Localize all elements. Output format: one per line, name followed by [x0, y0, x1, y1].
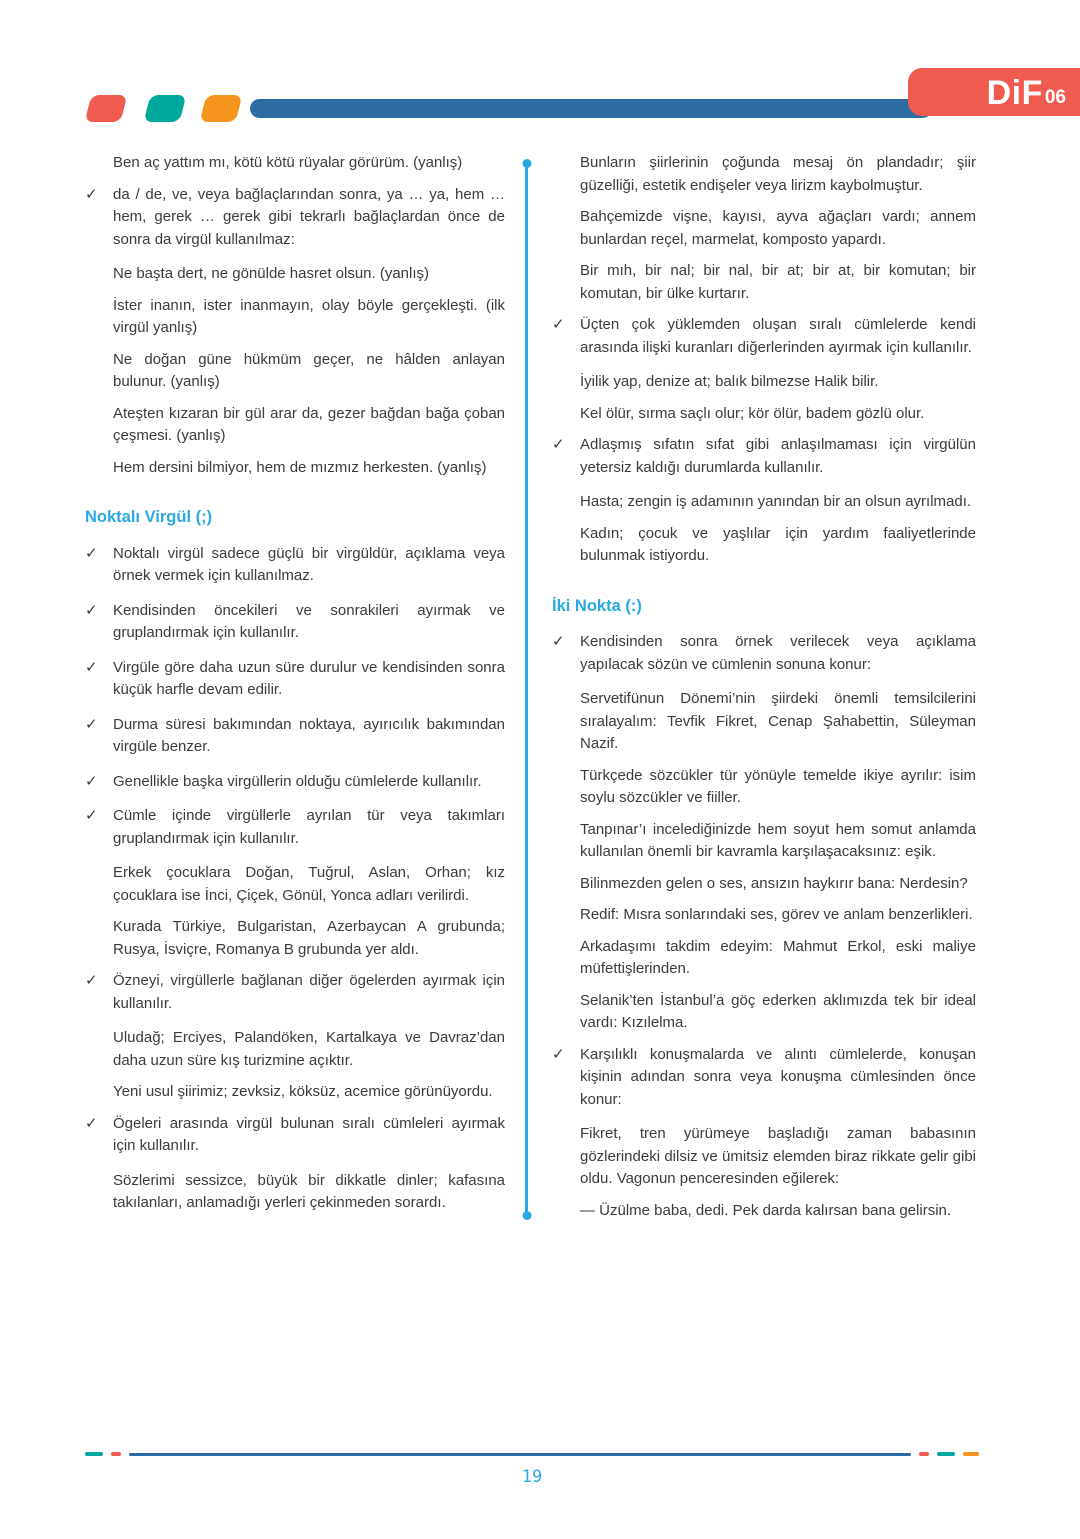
- deco-shape-teal-icon: [144, 95, 187, 122]
- rule-text: Noktalı virgül sadece güçlü bir virgüldür, açıklama veya örnek vermek için kullanılmaz.: [113, 544, 505, 584]
- example-text: Ne doğan güne hükmüm geçer, ne hâlden anlayan bulunur. (yanlış): [113, 350, 505, 390]
- example-text: Uludağ; Erciyes, Palandöken, Kartalkaya ve Davraz’dan daha uzun süre kış turizmine açıktır.: [113, 1029, 505, 1069]
- rule-text: Cümle içinde virgüllerle ayrılan tür veya takımları gruplandırmak için kullanılır.: [113, 807, 505, 847]
- rule-item: [85, 600, 505, 645]
- check-icon: ✓: [85, 601, 98, 619]
- rule-item: [552, 314, 976, 359]
- example-text: Erkek çocuklara Doğan, Tuğrul, Aslan, Orhan; kız çocuklara ise İnci, Çiçek, Gönül, Yonca adları verilirdi.: [113, 864, 505, 904]
- example-text: Bir mıh, bir nal; bir nal, bir at; bir at, bir komutan; bir komutan, bir ülke kurtarır.: [580, 262, 976, 302]
- logo-number: 06: [1044, 87, 1066, 109]
- logo-text: DiF: [986, 74, 1043, 112]
- left-column: [85, 152, 505, 1231]
- example-text: Kel ölür, sırma saçlı olur; kör ölür, badem gözlü olur.: [580, 404, 925, 422]
- example-text: Arkadaşımı takdim edeyim: Mahmut Erkol, eski maliye müfettişlerinden.: [580, 937, 976, 977]
- example-text: Fikret, tren yürümeye başladığı zaman babasının gözlerindeki dilsiz ve ümitsiz elemden biraz rikkate gelir gibi oldu. Vagonun penceresinden eğilerek:: [580, 1125, 976, 1187]
- example-text: Servetifünun Dönemi’nin şiirdeki önemli temsilcilerini sıralayalım: Tevfik Fikret, Cenap Şahabettin, Süleyman Nazif.: [580, 690, 976, 752]
- rule-text: Virgüle göre daha uzun süre durulur ve kendisinden sonra küçük harfle devam edilir.: [113, 658, 505, 698]
- check-icon: ✓: [552, 633, 565, 650]
- check-icon: ✓: [85, 1114, 98, 1132]
- check-icon: ✓: [552, 316, 565, 333]
- rule-text: Özneyi, virgüllerle bağlanan diğer ögelerden ayırmak için kullanılır.: [113, 972, 505, 1012]
- rule-item: [85, 1113, 505, 1158]
- content-columns: [0, 152, 1080, 1231]
- check-icon: ✓: [85, 544, 98, 562]
- rule-text: Ögeleri arasında virgül bulunan sıralı cümleleri ayırmak için kullanılır.: [113, 1114, 505, 1154]
- check-icon: ✓: [85, 715, 98, 733]
- right-column: [552, 152, 976, 1231]
- deco-shape-red-icon: [85, 95, 128, 122]
- check-icon: ✓: [85, 972, 98, 989]
- rule-item: [552, 631, 976, 676]
- rule-item: [85, 805, 505, 850]
- example-text: İster inanın, ister inanmayın, olay böyle gerçekleşti. (ilk virgül yanlış): [113, 296, 505, 336]
- example-text: Redif: Mısra sonlarındaki ses, görev ve anlam benzerlikleri.: [580, 906, 973, 923]
- example-text: Hasta; zengin iş adamının yanından bir an olsun ayrılmadı.: [580, 493, 972, 510]
- example-text: Bunların şiirlerinin çoğunda mesaj ön plandadır; şiir güzelliği, estetik endişeler veya lirizm kaybolmuştur.: [580, 154, 976, 194]
- rule-text: Kendisinden sonra örnek verilecek veya açıklama yapılacak sözün ve cümlenin sonuna konur:: [580, 633, 976, 673]
- check-icon: ✓: [85, 807, 98, 824]
- footer-dash-red-right-icon: [919, 1452, 929, 1456]
- rule-text: Üçten çok yüklemden oluşan sıralı cümlelerde kendi arasında ilişki kuranları diğerlerinden ayırmak için kullanılır.: [580, 316, 976, 356]
- rule-item: [552, 434, 976, 479]
- rule-item: [85, 970, 505, 1015]
- footer-decoration: [85, 1452, 979, 1456]
- rule-text: Genellikle başka virgüllerin olduğu cümlelerde kullanılır.: [113, 772, 482, 790]
- rule-text: Durma süresi bakımından noktaya, ayırıcılık bakımından virgüle benzer.: [113, 715, 505, 755]
- example-text: Kadın; çocuk ve yaşlılar için yardım faaliyetlerinde bulunmak istiyordu.: [580, 524, 976, 564]
- section-heading: İki Nokta (:): [552, 596, 642, 615]
- example-text: Türkçede sözcükler tür yönüyle temelde ikiye ayrılır: isim soylu sözcükler ve fiiller.: [580, 766, 976, 806]
- example-text: Selanik’ten İstanbul’a göç ederken aklımızda tek bir ideal vardı: Kızılelma.: [580, 991, 976, 1031]
- rule-item: [85, 714, 505, 759]
- footer-dash-teal-right-icon: [937, 1452, 955, 1456]
- rule-text: Karşılıklı konuşmalarda ve alıntı cümlelerde, konuşan kişinin adından sonra veya konuşma cümlesinden önce konur:: [580, 1045, 976, 1108]
- page-footer: [85, 1452, 979, 1487]
- check-icon: ✓: [552, 436, 565, 453]
- rule-item: [85, 657, 505, 702]
- section-heading: Noktalı Virgül (;): [85, 508, 213, 526]
- check-icon: ✓: [85, 185, 98, 203]
- page-header: [0, 0, 1080, 152]
- check-icon: ✓: [85, 772, 98, 790]
- dif-logo-badge: [908, 68, 1080, 116]
- footer-dash-red-left-icon: [111, 1452, 121, 1456]
- example-text: Bahçemizde vişne, kayısı, ayva ağaçları vardı; annem bunlardan reçel, marmelat, komposto yapardı.: [580, 208, 976, 248]
- check-icon: ✓: [552, 1045, 565, 1063]
- example-text: İyilik yap, denize at; balık bilmezse Halik bilir.: [580, 373, 879, 390]
- example-text: Yeni usul şiirimiz; zevksiz, köksüz, acemice görünüyordu.: [113, 1083, 493, 1100]
- footer-dash-orange-right-icon: [963, 1452, 979, 1456]
- example-text: Ateşten kızaran bir gül arar da, gezer bağdan bağa çoban çeşmesi. (yanlış): [113, 404, 505, 444]
- example-text: Sözlerimi sessizce, büyük bir dikkatle dinler; kafasına takılanları, anlamadığı yerleri çekinmeden sorardı.: [113, 1171, 505, 1211]
- example-text: Hem dersini bilmiyor, hem de mızmız herkesten. (yanlış): [113, 458, 487, 476]
- rule-text: Kendisinden öncekileri ve sonrakileri ayırmak ve gruplandırmak için kullanılır.: [113, 601, 505, 641]
- example-text: Ne başta dert, ne gönülde hasret olsun. (yanlış): [113, 265, 430, 282]
- example-text: Kurada Türkiye, Bulgaristan, Azerbaycan A grubunda; Rusya, İsviçre, Romanya B grubunda yer aldı.: [113, 918, 505, 958]
- footer-line: [129, 1453, 911, 1456]
- rule-item: [85, 184, 505, 252]
- rule-text: da / de, ve, veya bağlaçlarından sonra, ya … ya, hem … hem, gerek … gerek gibi tekrarlı bağlaçlardan önce de sonra da virgül kullanılmaz:: [113, 185, 505, 248]
- rule-text: Adlaşmış sıfatın sıfat gibi anlaşılmaması için virgülün yetersiz kaldığı durumlarda kullanılır.: [580, 436, 976, 476]
- example-text: Ben aç yattım mı, kötü kötü rüyalar görürüm. (yanlış): [113, 154, 463, 171]
- example-text: Tanpınar’ı incelediğinizde hem soyut hem somut anlamda kullanılan önemli bir kavramla karşılaşacaksınız: eşik.: [580, 820, 976, 860]
- column-divider: [525, 162, 528, 1217]
- example-text: — Üzülme baba, dedi. Pek darda kalırsan bana gelirsin.: [580, 1201, 952, 1219]
- deco-shape-orange-icon: [200, 95, 243, 122]
- rule-item: [552, 1044, 976, 1112]
- example-text: Bilinmezden gelen o ses, ansızın haykırır bana: Nerdesin?: [580, 874, 968, 892]
- header-bar: [250, 99, 932, 118]
- footer-dash-teal-left-icon: [85, 1452, 103, 1456]
- rule-item: [85, 771, 505, 794]
- page-number: 19: [521, 1467, 543, 1487]
- check-icon: ✓: [85, 658, 98, 676]
- rule-item: [85, 543, 505, 588]
